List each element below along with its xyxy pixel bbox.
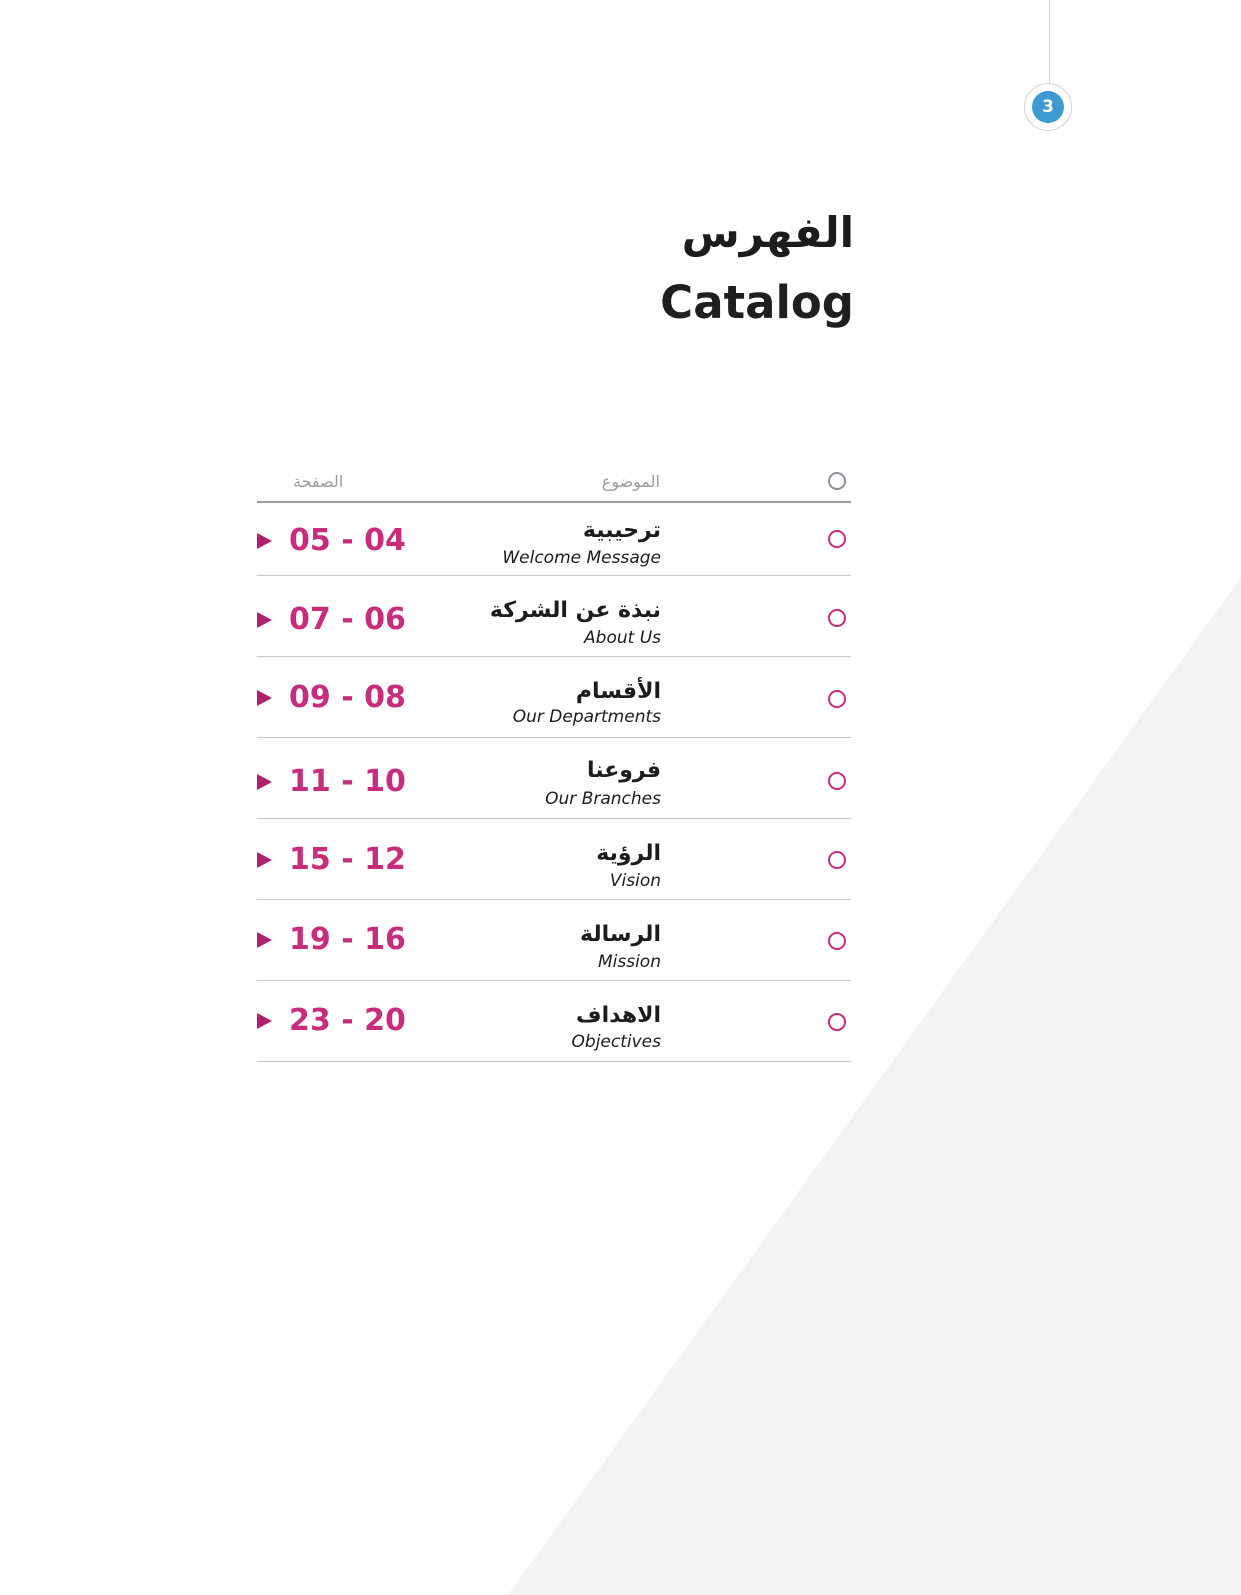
topic-english: Welcome Message xyxy=(502,548,661,568)
column-header-topic: الموضوع xyxy=(601,472,660,491)
header-circle-icon xyxy=(828,472,846,490)
circle-bullet-icon xyxy=(828,530,846,548)
topic-english: About Us xyxy=(584,628,661,648)
page-range: 09 - 08 xyxy=(289,680,406,715)
play-arrow-icon xyxy=(257,612,272,628)
row-divider xyxy=(257,1061,851,1062)
row-divider xyxy=(257,575,851,576)
topic-english: Vision xyxy=(609,871,661,891)
page-range: 05 - 04 xyxy=(289,523,406,558)
play-arrow-icon xyxy=(257,852,272,868)
play-arrow-icon xyxy=(257,932,272,948)
row-divider xyxy=(257,980,851,981)
page-range: 15 - 12 xyxy=(289,842,406,877)
play-arrow-icon xyxy=(257,690,272,706)
page-range: 19 - 16 xyxy=(289,922,406,957)
topic-arabic: الأقسام xyxy=(575,679,661,704)
page-range: 07 - 06 xyxy=(289,602,406,637)
catalog-row-mission[interactable] xyxy=(257,907,851,987)
play-arrow-icon xyxy=(257,533,272,549)
topic-english: Mission xyxy=(597,952,661,972)
circle-bullet-icon xyxy=(828,932,846,950)
play-arrow-icon xyxy=(257,774,272,790)
circle-bullet-icon xyxy=(828,772,846,790)
page-range: 11 - 10 xyxy=(289,764,406,799)
column-header-page: الصفحة xyxy=(293,472,344,491)
catalog-row-vision[interactable] xyxy=(257,826,851,906)
circle-bullet-icon xyxy=(828,1013,846,1031)
topic-arabic: نبذة عن الشركة xyxy=(489,598,661,623)
topic-english: Objectives xyxy=(571,1032,661,1052)
row-divider xyxy=(257,737,851,738)
page-marker-line xyxy=(1049,0,1050,84)
row-divider xyxy=(257,818,851,819)
catalog-row-about-us[interactable] xyxy=(257,583,851,663)
topic-arabic: الرسالة xyxy=(580,922,661,947)
topic-arabic: فروعنا xyxy=(586,758,661,783)
row-divider xyxy=(257,899,851,900)
catalog-row-branches[interactable] xyxy=(257,745,851,825)
topic-arabic: الرؤية xyxy=(596,841,661,866)
catalog-row-welcome[interactable] xyxy=(257,503,851,583)
page-title-english: Catalog xyxy=(660,276,854,329)
page-title-arabic: الفهرس xyxy=(681,208,854,257)
row-divider xyxy=(257,656,851,657)
catalog-row-objectives[interactable] xyxy=(257,988,851,1068)
topic-arabic: الاهداف xyxy=(576,1003,661,1028)
circle-bullet-icon xyxy=(828,690,846,708)
topic-english: Our Branches xyxy=(545,789,661,809)
circle-bullet-icon xyxy=(828,609,846,627)
play-arrow-icon xyxy=(257,1013,272,1029)
topic-english: Our Departments xyxy=(512,707,661,727)
catalog-row-departments[interactable] xyxy=(257,664,851,744)
topic-arabic: ترحيبية xyxy=(582,518,661,543)
circle-bullet-icon xyxy=(828,851,846,869)
page-number-badge: 3 xyxy=(1032,91,1064,123)
page-range: 23 - 20 xyxy=(289,1003,406,1038)
